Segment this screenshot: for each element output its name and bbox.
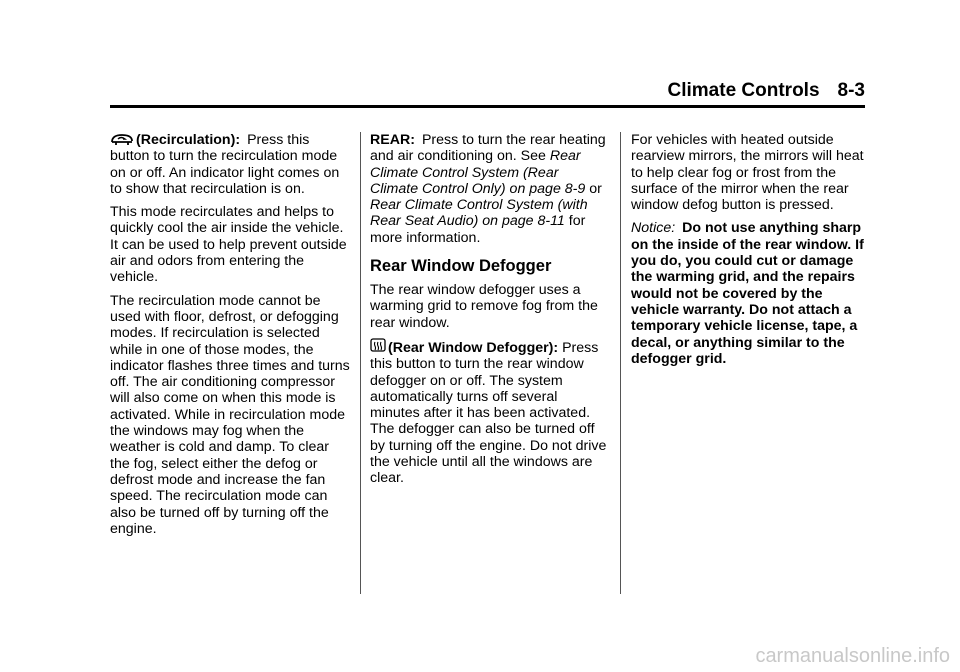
- rear-label: REAR:: [370, 132, 415, 148]
- heated-mirrors-paragraph: For vehicles with heated outside rearview mirrors, the mirrors will heat to help clear fog or frost from the surface of the mirror when the rear window defog button is pressed.: [631, 132, 864, 214]
- notice-text: Do not use anything sharp on the inside of the rear window. If you do, you could cut or damage the warming grid, and the repairs would not be covered by the vehicle warranty. Do not attach a temporary vehicle license, tape, a decal, or anything similar to the defogger grid.: [631, 220, 864, 367]
- rear-or: or: [589, 180, 602, 197]
- rear-climate-link-2[interactable]: Rear Climate Control System (with Rear Seat Audio) on page 8-11: [370, 197, 588, 230]
- defogger-text: Press this button to turn the rear window defogger on or off. The system automatically turns off several minutes after it has been activated. The defogger can also be turned off by turning off the engine. Do not drive the vehicle until all the windows are clear.: [370, 339, 607, 487]
- defogger-description: The rear window defogger uses a warming grid to remove fog from the rear window.: [370, 282, 598, 331]
- header-title: [668, 80, 866, 102]
- rear-end: for more information.: [370, 213, 586, 246]
- header-rule: [110, 105, 865, 108]
- page-header: [110, 80, 865, 104]
- column-divider: [360, 132, 361, 594]
- page-number: 8-3: [837, 80, 865, 101]
- column-1: [110, 132, 350, 544]
- notice-paragraph: [631, 220, 867, 367]
- defogger-label: (Rear Window Defogger):: [388, 339, 559, 356]
- recirculation-description: This mode recirculates and helps to quickly cool the air inside the vehicle. It can be used to help prevent outside air and odors from entering the vehicle.: [110, 204, 347, 286]
- rear-defogger-icon: [370, 338, 386, 354]
- defogger-paragraph: [370, 338, 610, 487]
- notice-label: Notice:: [631, 220, 676, 237]
- section-title: Climate Controls: [667, 80, 820, 101]
- column-divider: [620, 132, 621, 594]
- column-2: [370, 132, 610, 494]
- section-heading: Rear Window Defogger: [370, 257, 552, 276]
- recirculation-icon: [110, 133, 134, 146]
- recirculation-limitations: The recirculation mode cannot be used with floor, defrost, or defogging modes. If recirculation is selected while in one of those modes, the indicator flashes three times and turns off. The air conditioning compressor will also come on when this mode is activated. While in recirculation mode the windows may fog when the weather is cold and damp. To clear the fog, select either the defog or defrost mode and increase the fan speed. The recirculation mode can also be turned off by turning off the engine.: [110, 292, 350, 537]
- recirculation-paragraph: [110, 132, 350, 197]
- recirculation-text: Press this button to turn the recirculation mode on or off. An indicator light comes on to show that recirculation is on.: [110, 132, 340, 197]
- watermark: carmanualsonline.info: [755, 645, 950, 667]
- rear-paragraph: [370, 132, 610, 246]
- rear-climate-link-1[interactable]: Rear Climate Control System (Rear Climate Control Only) on page 8-9: [370, 148, 586, 197]
- column-3: [631, 132, 867, 374]
- recirculation-label: (Recirculation):: [136, 132, 241, 148]
- rear-text: Press to turn the rear heating and air conditioning on. See: [370, 132, 606, 165]
